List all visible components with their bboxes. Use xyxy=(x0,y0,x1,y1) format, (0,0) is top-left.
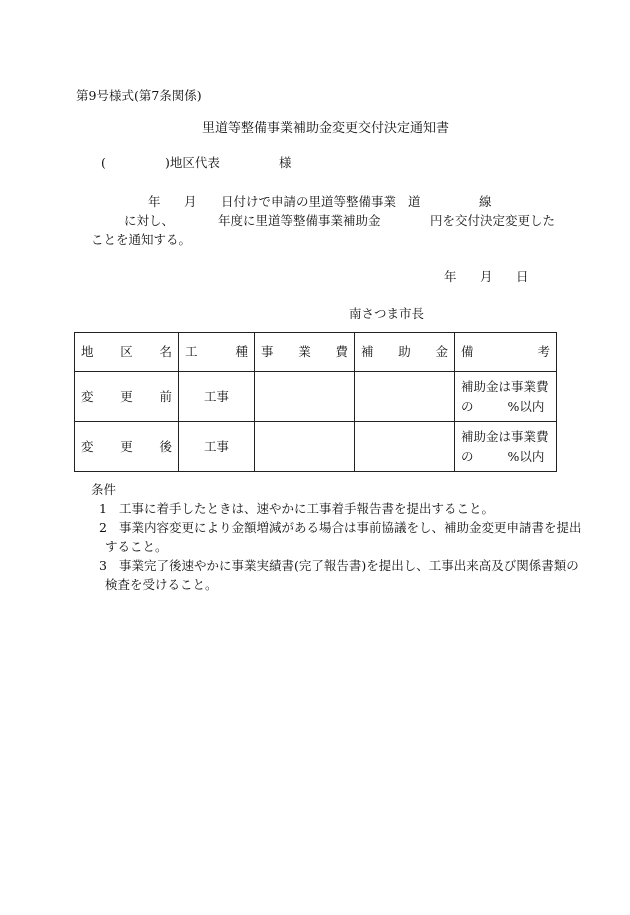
condition-item-2-cont: すること。 xyxy=(105,539,168,554)
header-project-cost: 事 業 費 xyxy=(255,333,355,372)
body-year: 年 xyxy=(148,194,161,209)
body-line-3: ことを通知する。 xyxy=(91,232,192,247)
table-row xyxy=(75,422,557,472)
body-amount: 円を交付決定変更した xyxy=(430,213,556,228)
row-work-before: 工事 xyxy=(179,372,255,422)
row-subsidy-after xyxy=(355,422,455,472)
date-month: 月 xyxy=(480,269,493,284)
page-title: 里道等整備事業補助金変更交付決定通知書 xyxy=(202,121,450,136)
body-month: 月 xyxy=(184,194,197,209)
addressee-honorific: 様 xyxy=(279,155,292,170)
addressee xyxy=(0,157,630,171)
header-district: 地 区 名 xyxy=(75,333,179,372)
row-label-before: 変 更 前 xyxy=(75,372,179,422)
header-subsidy: 補 助 金 xyxy=(355,333,455,372)
notice-date xyxy=(0,271,630,285)
date-day: 日 xyxy=(516,269,529,284)
date-year: 年 xyxy=(444,269,457,284)
condition-item-3-cont: 検査を受けること。 xyxy=(105,577,218,592)
body-date-text: 日付けで申請の里道等整備事業 xyxy=(221,194,397,209)
condition-item-2: 2 事業内容変更により金額増減がある場合は事前協議をし、補助金変更申請書を提出 xyxy=(99,520,582,535)
body-line-1 xyxy=(0,196,630,210)
body-road: 道 xyxy=(408,194,421,209)
header-remarks: 備 考 xyxy=(455,333,557,372)
conditions-heading: 条件 xyxy=(91,482,117,497)
body-line-2 xyxy=(0,215,630,229)
row-subsidy-before xyxy=(355,372,455,422)
table-row xyxy=(75,372,557,422)
subsidy-table xyxy=(74,332,557,472)
issuer: 南さつま市長 xyxy=(349,306,425,321)
form-number: 第9号様式(第7条関係) xyxy=(76,88,202,103)
row-remarks-before: 補助金は事業費 の %以内 xyxy=(455,372,557,422)
condition-item-3: 3 事業完了後速やかに事業実績書(完了報告書)を提出し、工事出来高及び関係書類の xyxy=(99,558,579,573)
row-remarks-after: 補助金は事業費 の %以内 xyxy=(455,422,557,472)
row-label-after: 変 更 後 xyxy=(75,422,179,472)
body-regarding: に対し、 xyxy=(124,213,175,228)
table-header-row xyxy=(75,333,557,372)
header-work-type: 工 種 xyxy=(179,333,255,372)
body-fiscal: 年度に里道等整備事業補助金 xyxy=(218,213,381,228)
addressee-open-paren: ( xyxy=(101,155,106,170)
row-cost-after xyxy=(255,422,355,472)
row-cost-before xyxy=(255,372,355,422)
addressee-district: )地区代表 xyxy=(165,155,220,170)
row-work-after: 工事 xyxy=(179,422,255,472)
body-line: 線 xyxy=(479,194,492,209)
condition-item-1: 1 工事に着手したときは、速やかに工事着手報告書を提出すること。 xyxy=(99,501,494,516)
